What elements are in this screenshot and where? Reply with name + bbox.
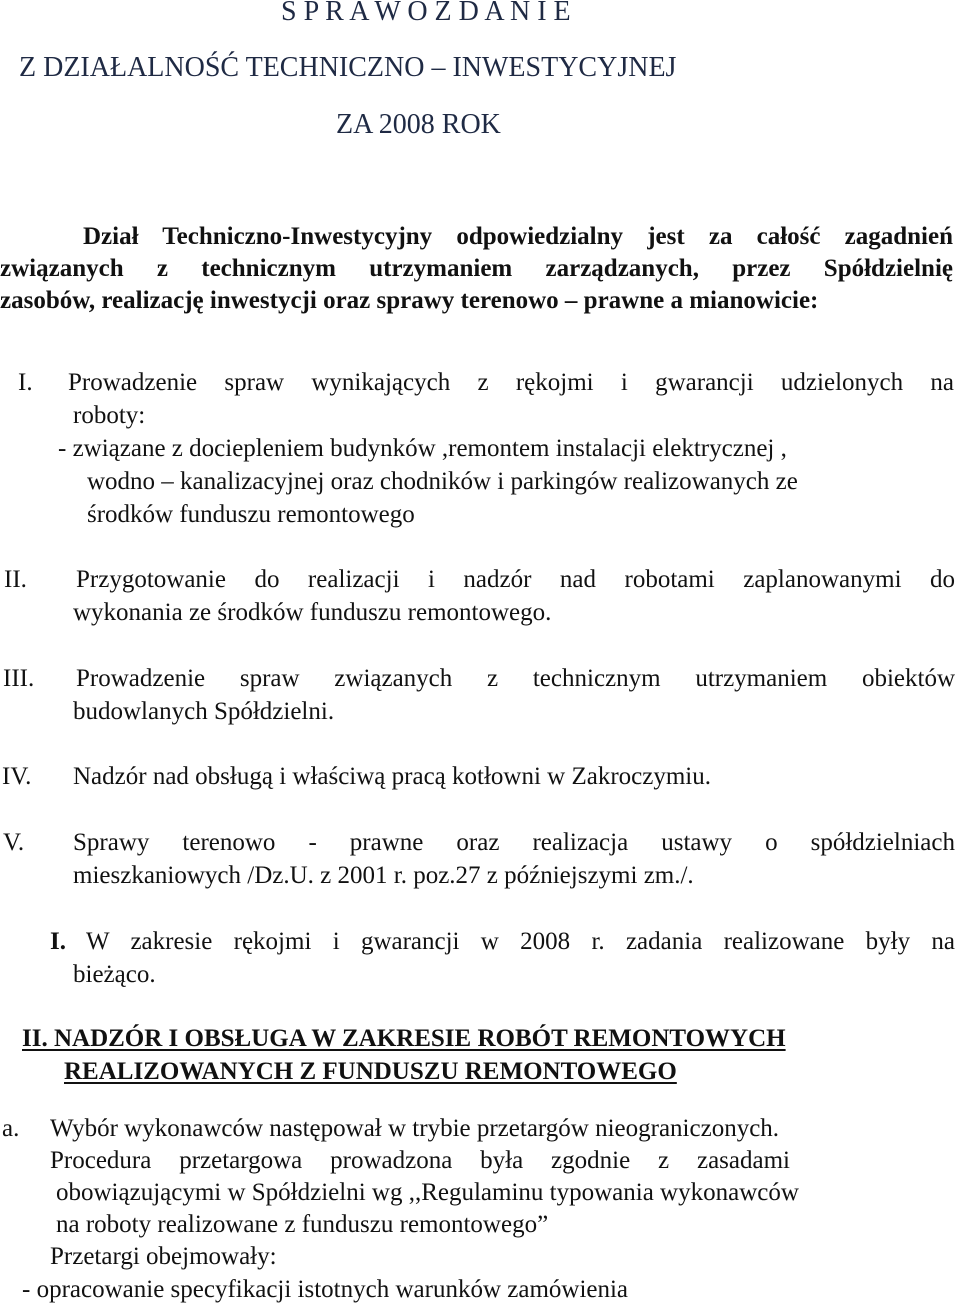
task-4-line-1: Nadzór nad obsługą i właściwą pracą kotłowni w Zakroczymiu. — [73, 763, 711, 790]
task-1-line-5: środków funduszu remontowego — [87, 501, 415, 528]
task-2-line-1: Przygotowanie do realizacji i nadzór nad robotami zaplanowanymi do — [76, 566, 955, 593]
intro-line-2: związanych z technicznym utrzymaniem zarządzanych, przez Spółdzielnię — [0, 255, 953, 282]
section-2-line-3: obowiązującymi w Spółdzielni wg ,,Regulaminu typowania wykonawców — [56, 1179, 799, 1206]
task-1-line-3: - związane z dociepleniem budynków ,remontem instalacji elektrycznej , — [58, 435, 787, 462]
task-2-number: II. — [4, 566, 27, 593]
task-1-line-4: wodno – kanalizacyjnej oraz chodników i parkingów realizowanych ze — [87, 468, 798, 495]
task-5-line-1: Sprawy terenowo - prawne oraz realizacja ustawy o spółdzielniach — [73, 829, 955, 856]
task-5-line-2: mieszkaniowych /Dz.U. z 2001 r. poz.27 z późniejszymi zm./. — [73, 862, 694, 889]
task-3-line-1: Prowadzenie spraw związanych z technicznym utrzymaniem obiektów — [76, 665, 955, 692]
section-2-heading-line-2: REALIZOWANYCH Z FUNDUSZU REMONTOWEGO — [64, 1058, 677, 1085]
task-3-line-2: budowlanych Spółdzielni. — [73, 698, 335, 725]
section-2-heading-line-1: II. NADZÓR I OBSŁUGA W ZAKRESIE ROBÓT REMONTOWYCH — [22, 1025, 786, 1052]
section-1-number: I. — [50, 928, 66, 955]
task-1-line-1: Prowadzenie spraw wynikających z rękojmi i gwarancji udzielonych na — [68, 369, 954, 396]
task-2-line-2: wykonania ze środków funduszu remontowego. — [73, 599, 552, 626]
section-2-line-4: na roboty realizowane z funduszu remontowego” — [56, 1211, 549, 1238]
document-title-line-1: S P R A W O Z D A N I E — [281, 0, 571, 27]
section-2-line-1: Wybór wykonawców następował w trybie przetargów nieograniczonych. — [50, 1115, 780, 1142]
task-4-number: IV. — [2, 763, 32, 790]
document-title-line-3: ZA 2008 ROK — [336, 109, 501, 140]
document-title-line-2: Z DZIAŁALNOŚĆ TECHNICZNO – INWESTYCYJNEJ — [19, 52, 677, 83]
task-1-line-2: roboty: — [73, 402, 146, 429]
section-1-line-2: bieżąco. — [73, 961, 156, 988]
section-2-line-6: - opracowanie specyfikacji istotnych warunków zamówienia — [22, 1276, 629, 1303]
task-5-number: V. — [3, 829, 25, 856]
intro-line-3: zasobów, realizację inwestycji oraz sprawy terenowo – prawne a mianowicie: — [0, 287, 819, 314]
section-2-line-2: Procedura przetargowa prowadzona była zgodnie z zasadami — [50, 1147, 790, 1174]
section-2-item-marker: a. — [2, 1115, 20, 1142]
task-1-number: I. — [18, 369, 33, 396]
section-2-line-5: Przetargi obejmowały: — [50, 1243, 277, 1270]
section-1-line-1: W zakresie rękojmi i gwarancji w 2008 r. zadania realizowane były na — [86, 928, 955, 955]
intro-line-1: Dział Techniczno-Inwestycyjny odpowiedzialny jest za całość zagadnień — [83, 223, 953, 250]
task-3-number: III. — [3, 665, 35, 692]
